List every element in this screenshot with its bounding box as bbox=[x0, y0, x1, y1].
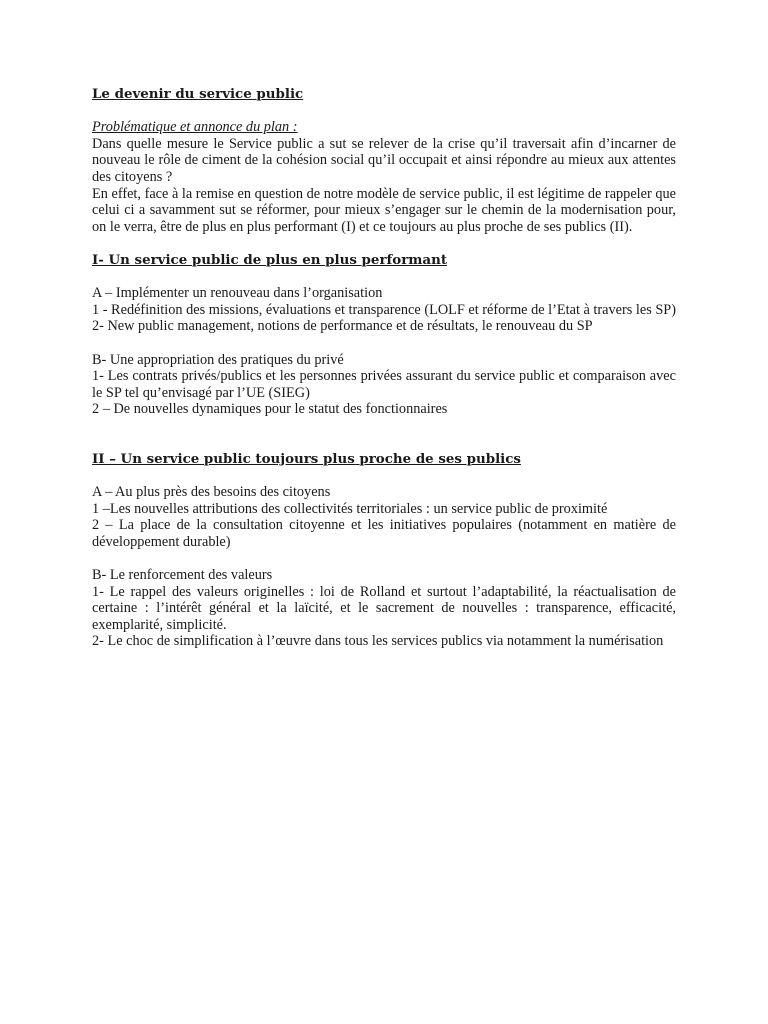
part2-b-item1: 1- Le rappel des valeurs originelles : loi de Rolland et surtout l’adaptabilité, la réactualisation de certaine : l’intérêt général et la laïcité, et le sacrement de nouvelles : transparence, efficacité, exemplarité, simplicité. bbox=[92, 583, 676, 633]
part1-a-item2: 2- New public management, notions de performance et de résultats, le renouveau du SP bbox=[92, 318, 593, 335]
document-page bbox=[92, 86, 676, 650]
part1-b-heading: B- Une appropriation des pratiques du privé bbox=[92, 351, 344, 368]
plan-announcement: En effet, face à la remise en question de notre modèle de service public, il est légitime de rappeler que celui ci a savamment sut se réformer, pour mieux s’engager sur le chemin de la modernisation pour, on le verra, être de plus en plus performant (I) et ce toujours au plus proche de ses publics (II). bbox=[92, 185, 676, 235]
spacer bbox=[92, 235, 676, 252]
part1-b-item1: 1- Les contrats privés/publics et les personnes privées assurant du service public et comparaison avec le SP tel qu’envisagé par l’UE (SIEG) bbox=[92, 368, 676, 401]
spacer bbox=[92, 103, 676, 120]
part2-heading: II – Un service public toujours plus proche de ses publics bbox=[92, 450, 521, 467]
spacer bbox=[92, 467, 676, 484]
problematique-heading: Problématique et annonce du plan : bbox=[92, 119, 298, 136]
part1-a-heading: A – Implémenter un renouveau dans l’organisation bbox=[92, 285, 383, 302]
part1-heading: I- Un service public de plus en plus performant bbox=[92, 251, 448, 268]
part2-a-heading: A – Au plus près des besoins des citoyens bbox=[92, 484, 331, 501]
document-title: Le devenir du service public bbox=[92, 86, 304, 102]
part2-a-item1: 1 –Les nouvelles attributions des collectivités territoriales : un service public de proximité bbox=[92, 500, 608, 517]
part1-a-item1: 1 - Redéfinition des missions, évaluations et transparence (LOLF et réforme de l’Etat à travers les SP) bbox=[92, 301, 677, 318]
spacer bbox=[92, 550, 676, 567]
problematique-question: Dans quelle mesure le Service public a sut se relever de la crise qu’il traversait afin d’incarner de nouveau le rôle de ciment de la cohésion social qu’il occupait et ainsi répondre au mieux aux attentes des citoyens ? bbox=[92, 135, 676, 185]
part2-b-heading: B- Le renforcement des valeurs bbox=[92, 567, 273, 584]
part1-b-item2: 2 – De nouvelles dynamiques pour le statut des fonctionnaires bbox=[92, 401, 448, 418]
spacer bbox=[92, 418, 676, 451]
spacer bbox=[92, 335, 676, 352]
spacer bbox=[92, 269, 676, 286]
part2-b-item2: 2- Le choc de simplification à l’œuvre dans tous les services publics via notamment la numérisation bbox=[92, 633, 664, 650]
part2-a-item2: 2 – La place de la consultation citoyenne et les initiatives populaires (notamment en matière de développement durable) bbox=[92, 517, 676, 550]
